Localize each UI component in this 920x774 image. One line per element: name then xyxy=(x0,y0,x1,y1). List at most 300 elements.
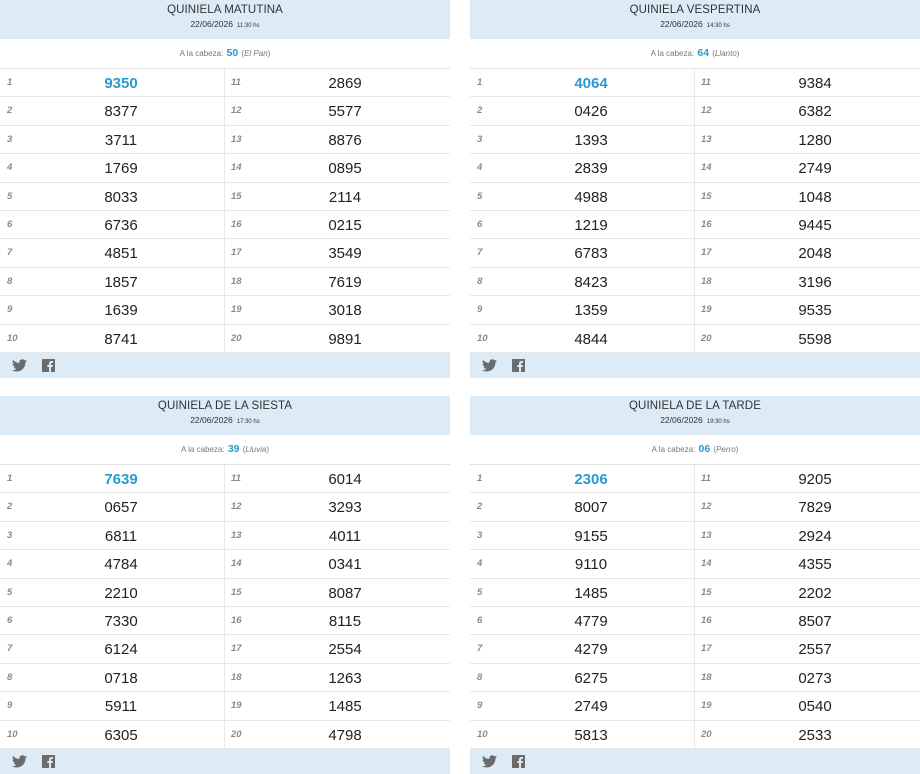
result-cell xyxy=(0,268,225,295)
result-number: 2749 xyxy=(574,698,608,716)
table-row xyxy=(0,296,450,324)
result-number: 2306 xyxy=(574,471,608,488)
position-label: 9 xyxy=(7,700,13,712)
result-number: 7619 xyxy=(328,273,362,291)
table-row xyxy=(470,183,920,211)
result-number: 1485 xyxy=(328,698,362,716)
position-label: 8 xyxy=(477,275,483,287)
result-cell xyxy=(695,721,920,748)
result-number: 6014 xyxy=(328,471,362,488)
position-label: 5 xyxy=(7,586,13,598)
table-row xyxy=(470,69,920,97)
cabeza-line: A la cabeza: 64 (Llanto) xyxy=(470,39,920,69)
result-number: 5598 xyxy=(798,330,832,348)
result-number: 2924 xyxy=(798,527,832,545)
result-number: 4988 xyxy=(574,188,608,206)
position-label: 2 xyxy=(7,501,13,513)
result-cell xyxy=(470,550,695,577)
result-cell xyxy=(225,607,450,634)
position-label: 1 xyxy=(7,77,13,88)
result-cell xyxy=(695,493,920,520)
result-number: 8115 xyxy=(328,612,362,630)
result-cell xyxy=(0,126,225,153)
result-number: 8087 xyxy=(328,584,362,602)
result-cell xyxy=(695,664,920,691)
draw-date: 22/06/2026 xyxy=(190,19,233,29)
position-label: 6 xyxy=(7,218,13,230)
position-label: 18 xyxy=(231,275,242,287)
position-label: 4 xyxy=(7,558,13,570)
results-table xyxy=(0,69,450,353)
position-label: 15 xyxy=(231,190,242,202)
result-number: 9384 xyxy=(798,75,832,92)
result-cell xyxy=(0,325,225,352)
position-label: 7 xyxy=(477,643,483,655)
result-number: 1769 xyxy=(104,160,138,178)
result-number: 6811 xyxy=(104,527,138,545)
position-label: 5 xyxy=(7,190,13,202)
result-number: 0273 xyxy=(798,669,832,687)
panel-header xyxy=(0,396,450,435)
position-label: 11 xyxy=(701,473,711,484)
panel-title: QUINIELA DE LA TARDE xyxy=(629,400,761,412)
result-cell xyxy=(695,692,920,719)
result-number: 1485 xyxy=(574,584,608,602)
result-cell xyxy=(470,126,695,153)
result-number: 3549 xyxy=(328,245,362,263)
cabeza-line: A la cabeza: 39 (Lluvia) xyxy=(0,435,450,465)
result-number: 2048 xyxy=(798,245,832,263)
position-label: 1 xyxy=(7,473,13,484)
position-label: 11 xyxy=(701,77,711,88)
table-row xyxy=(0,69,450,97)
result-number: 8876 xyxy=(328,131,362,149)
result-number: 9205 xyxy=(798,471,832,488)
share-bar xyxy=(0,353,450,378)
position-label: 12 xyxy=(231,501,242,513)
position-label: 14 xyxy=(701,162,712,174)
table-row xyxy=(0,721,450,749)
table-row xyxy=(470,664,920,692)
position-label: 7 xyxy=(7,247,13,259)
table-row xyxy=(0,579,450,607)
position-label: 13 xyxy=(231,529,242,541)
facebook-icon[interactable] xyxy=(512,359,525,377)
table-row xyxy=(0,664,450,692)
result-number: 2202 xyxy=(798,584,832,602)
position-label: 4 xyxy=(477,558,483,570)
table-row xyxy=(470,296,920,324)
result-number: 6736 xyxy=(104,216,138,234)
result-cell xyxy=(225,325,450,352)
table-row xyxy=(470,522,920,550)
result-number: 2749 xyxy=(798,160,832,178)
result-cell xyxy=(695,239,920,266)
cabeza-label: A la cabeza: xyxy=(179,49,224,58)
position-label: 13 xyxy=(701,133,712,145)
result-number: 0657 xyxy=(104,499,138,517)
cabeza-number: 50 xyxy=(226,47,239,59)
position-label: 18 xyxy=(701,275,712,287)
position-label: 16 xyxy=(231,614,242,626)
facebook-icon[interactable] xyxy=(42,755,55,773)
result-number: 8377 xyxy=(104,103,138,121)
result-number: 4279 xyxy=(574,641,608,659)
position-label: 15 xyxy=(701,190,712,202)
result-cell xyxy=(225,721,450,748)
result-cell xyxy=(225,211,450,238)
result-cell xyxy=(0,579,225,606)
result-number: 4844 xyxy=(574,330,608,348)
position-label: 17 xyxy=(231,247,242,259)
result-cell xyxy=(225,465,450,492)
result-cell xyxy=(695,465,920,492)
result-cell xyxy=(695,522,920,549)
share-bar xyxy=(0,749,450,774)
panel-header xyxy=(0,0,450,39)
position-label: 12 xyxy=(701,105,712,117)
result-cell xyxy=(0,465,225,492)
position-label: 17 xyxy=(701,247,712,259)
result-cell xyxy=(0,550,225,577)
result-number: 0540 xyxy=(798,698,832,716)
position-label: 19 xyxy=(231,304,242,316)
position-label: 20 xyxy=(701,332,712,344)
result-number: 0341 xyxy=(328,556,362,574)
result-number: 1280 xyxy=(798,131,832,149)
result-cell xyxy=(0,635,225,662)
table-row xyxy=(470,550,920,578)
table-row xyxy=(0,522,450,550)
result-cell xyxy=(695,268,920,295)
position-label: 13 xyxy=(701,529,712,541)
result-cell xyxy=(0,607,225,634)
position-label: 11 xyxy=(231,77,241,88)
position-label: 9 xyxy=(477,700,483,712)
table-row xyxy=(470,268,920,296)
position-label: 15 xyxy=(231,586,242,598)
position-label: 5 xyxy=(477,190,483,202)
table-row xyxy=(0,692,450,720)
result-cell xyxy=(0,97,225,124)
position-label: 16 xyxy=(701,614,712,626)
table-row xyxy=(0,239,450,267)
result-cell xyxy=(470,154,695,181)
result-cell xyxy=(0,493,225,520)
result-number: 1639 xyxy=(104,302,138,320)
position-label: 1 xyxy=(477,77,483,88)
position-label: 8 xyxy=(477,671,483,683)
result-cell xyxy=(470,664,695,691)
result-cell xyxy=(695,126,920,153)
position-label: 15 xyxy=(701,586,712,598)
result-cell xyxy=(470,493,695,520)
cabeza-number: 64 xyxy=(697,47,710,59)
result-cell xyxy=(225,522,450,549)
result-cell xyxy=(695,607,920,634)
result-number: 8507 xyxy=(798,612,832,630)
result-cell xyxy=(0,296,225,323)
table-row xyxy=(0,550,450,578)
table-row xyxy=(470,239,920,267)
position-label: 18 xyxy=(231,671,242,683)
panel-title: QUINIELA DE LA SIESTA xyxy=(157,400,293,412)
panel-datetime xyxy=(470,19,920,29)
twitter-icon[interactable] xyxy=(12,755,27,773)
share-bar xyxy=(470,353,920,378)
result-cell xyxy=(0,692,225,719)
position-label: 10 xyxy=(7,332,18,344)
table-row xyxy=(0,635,450,663)
result-number: 1857 xyxy=(104,273,138,291)
result-number: 9891 xyxy=(328,330,362,348)
draw-time: 14:30 hs xyxy=(706,23,730,29)
result-cell xyxy=(0,721,225,748)
result-cell xyxy=(0,239,225,266)
quiniela-panel xyxy=(0,0,450,378)
quiniela-panel xyxy=(470,0,920,378)
cabeza-number: 39 xyxy=(227,443,240,455)
result-cell xyxy=(470,607,695,634)
result-number: 3196 xyxy=(798,273,832,291)
result-cell xyxy=(695,635,920,662)
position-label: 6 xyxy=(477,218,483,230)
position-label: 2 xyxy=(477,105,483,117)
results-table xyxy=(0,465,450,749)
result-cell xyxy=(695,69,920,96)
panel-header xyxy=(470,0,920,39)
panel-datetime xyxy=(0,415,450,425)
result-cell xyxy=(225,493,450,520)
table-row xyxy=(0,325,450,353)
position-label: 19 xyxy=(231,700,242,712)
result-cell xyxy=(225,97,450,124)
table-row xyxy=(470,465,920,493)
result-number: 1359 xyxy=(574,302,608,320)
table-row xyxy=(0,97,450,125)
result-cell xyxy=(225,579,450,606)
cabeza-number: 06 xyxy=(698,443,711,455)
position-label: 1 xyxy=(477,473,483,484)
result-cell xyxy=(470,635,695,662)
table-row xyxy=(0,493,450,521)
cabeza-label: A la cabeza: xyxy=(651,445,696,454)
position-label: 16 xyxy=(231,218,242,230)
result-cell xyxy=(695,325,920,352)
results-table xyxy=(470,465,920,749)
result-number: 4064 xyxy=(574,75,608,92)
result-number: 6382 xyxy=(798,103,832,121)
result-cell xyxy=(470,268,695,295)
twitter-icon[interactable] xyxy=(482,359,497,377)
table-row xyxy=(470,97,920,125)
position-label: 6 xyxy=(477,614,483,626)
cabeza-meaning: Perro xyxy=(716,445,736,454)
result-number: 6275 xyxy=(574,669,608,687)
result-cell xyxy=(225,296,450,323)
result-cell xyxy=(470,721,695,748)
draw-time: 19:30 hs xyxy=(706,419,730,425)
table-row xyxy=(470,607,920,635)
result-number: 2114 xyxy=(328,188,362,206)
result-cell xyxy=(470,325,695,352)
cabeza-meaning: Llanto xyxy=(714,49,737,58)
results-table xyxy=(470,69,920,353)
result-cell xyxy=(225,154,450,181)
position-label: 7 xyxy=(477,247,483,259)
result-number: 7829 xyxy=(798,499,832,517)
result-cell xyxy=(225,183,450,210)
result-cell xyxy=(470,97,695,124)
table-row xyxy=(0,126,450,154)
position-label: 10 xyxy=(477,332,488,344)
result-cell xyxy=(225,635,450,662)
facebook-icon[interactable] xyxy=(512,755,525,773)
result-number: 0215 xyxy=(328,216,362,234)
position-label: 3 xyxy=(477,133,483,145)
table-row xyxy=(470,721,920,749)
result-cell xyxy=(0,522,225,549)
result-number: 2839 xyxy=(574,160,608,178)
result-cell xyxy=(470,522,695,549)
draw-time: 17:30 hs xyxy=(236,419,260,425)
twitter-icon[interactable] xyxy=(482,755,497,773)
result-cell xyxy=(470,69,695,96)
result-cell xyxy=(470,183,695,210)
result-number: 9110 xyxy=(574,556,608,574)
draw-date: 22/06/2026 xyxy=(190,415,233,425)
table-row xyxy=(0,154,450,182)
result-cell xyxy=(695,97,920,124)
result-cell xyxy=(0,154,225,181)
position-label: 19 xyxy=(701,700,712,712)
table-row xyxy=(470,211,920,239)
result-number: 5911 xyxy=(104,698,138,716)
panel-header xyxy=(470,396,920,435)
result-number: 6124 xyxy=(104,641,138,659)
position-label: 4 xyxy=(477,162,483,174)
position-label: 20 xyxy=(231,728,242,740)
result-cell xyxy=(470,579,695,606)
result-number: 0718 xyxy=(104,669,138,687)
position-label: 17 xyxy=(231,643,242,655)
result-cell xyxy=(0,69,225,96)
table-row xyxy=(470,493,920,521)
cabeza-line: A la cabeza: 50 (El Pan) xyxy=(0,39,450,69)
position-label: 4 xyxy=(7,162,13,174)
result-number: 7330 xyxy=(104,612,138,630)
position-label: 10 xyxy=(7,728,18,740)
result-number: 1048 xyxy=(798,188,832,206)
result-cell xyxy=(695,183,920,210)
cabeza-label: A la cabeza: xyxy=(181,445,225,454)
draw-time: 11:30 hs xyxy=(236,23,260,29)
result-number: 9535 xyxy=(798,302,832,320)
twitter-icon[interactable] xyxy=(12,359,27,377)
position-label: 10 xyxy=(477,728,488,740)
result-number: 2210 xyxy=(104,584,138,602)
result-number: 8007 xyxy=(574,499,608,517)
result-number: 0426 xyxy=(574,103,608,121)
position-label: 13 xyxy=(231,133,242,145)
position-label: 3 xyxy=(7,529,13,541)
result-cell xyxy=(0,211,225,238)
result-cell xyxy=(225,126,450,153)
position-label: 14 xyxy=(231,162,242,174)
result-number: 9445 xyxy=(798,216,832,234)
result-cell xyxy=(0,183,225,210)
draw-date: 22/06/2026 xyxy=(660,19,703,29)
panel-datetime xyxy=(470,415,920,425)
result-cell xyxy=(225,692,450,719)
facebook-icon[interactable] xyxy=(42,359,55,377)
table-row xyxy=(470,692,920,720)
result-number: 9350 xyxy=(104,75,138,92)
table-row xyxy=(0,465,450,493)
result-number: 8033 xyxy=(104,188,138,206)
result-number: 2533 xyxy=(798,726,832,744)
position-label: 6 xyxy=(7,614,13,626)
position-label: 8 xyxy=(7,275,13,287)
result-number: 4798 xyxy=(328,726,362,744)
result-number: 4851 xyxy=(104,245,138,263)
position-label: 2 xyxy=(477,501,483,513)
position-label: 9 xyxy=(477,304,483,316)
result-number: 3018 xyxy=(328,302,362,320)
table-row xyxy=(0,183,450,211)
cabeza-meaning: El Pan xyxy=(244,49,268,58)
result-number: 0895 xyxy=(328,160,362,178)
result-number: 1263 xyxy=(328,669,362,687)
position-label: 14 xyxy=(231,558,242,570)
result-cell xyxy=(695,154,920,181)
result-number: 2869 xyxy=(328,75,362,92)
table-row xyxy=(0,607,450,635)
result-number: 4355 xyxy=(798,556,832,574)
result-number: 6783 xyxy=(574,245,608,263)
position-label: 12 xyxy=(701,501,712,513)
position-label: 3 xyxy=(477,529,483,541)
position-label: 5 xyxy=(477,586,483,598)
position-label: 9 xyxy=(7,304,13,316)
table-row xyxy=(0,211,450,239)
cabeza-meaning: Lluvia xyxy=(245,445,267,454)
table-row xyxy=(470,154,920,182)
result-number: 5813 xyxy=(574,726,608,744)
result-number: 1393 xyxy=(574,131,608,149)
position-label: 16 xyxy=(701,218,712,230)
result-cell xyxy=(225,239,450,266)
table-row xyxy=(470,126,920,154)
result-cell xyxy=(695,211,920,238)
panel-datetime xyxy=(0,19,450,29)
result-number: 6305 xyxy=(104,726,138,744)
position-label: 3 xyxy=(7,133,13,145)
result-number: 8423 xyxy=(574,273,608,291)
cabeza-label: A la cabeza: xyxy=(650,49,695,58)
result-number: 8741 xyxy=(104,330,138,348)
position-label: 7 xyxy=(7,643,13,655)
result-number: 7639 xyxy=(104,471,138,488)
result-cell xyxy=(470,211,695,238)
position-label: 14 xyxy=(701,558,712,570)
draw-date: 22/06/2026 xyxy=(660,415,703,425)
position-label: 20 xyxy=(231,332,242,344)
position-label: 17 xyxy=(701,643,712,655)
panel-title: QUINIELA VESPERTINA xyxy=(629,4,761,16)
table-row xyxy=(470,635,920,663)
table-row xyxy=(470,579,920,607)
